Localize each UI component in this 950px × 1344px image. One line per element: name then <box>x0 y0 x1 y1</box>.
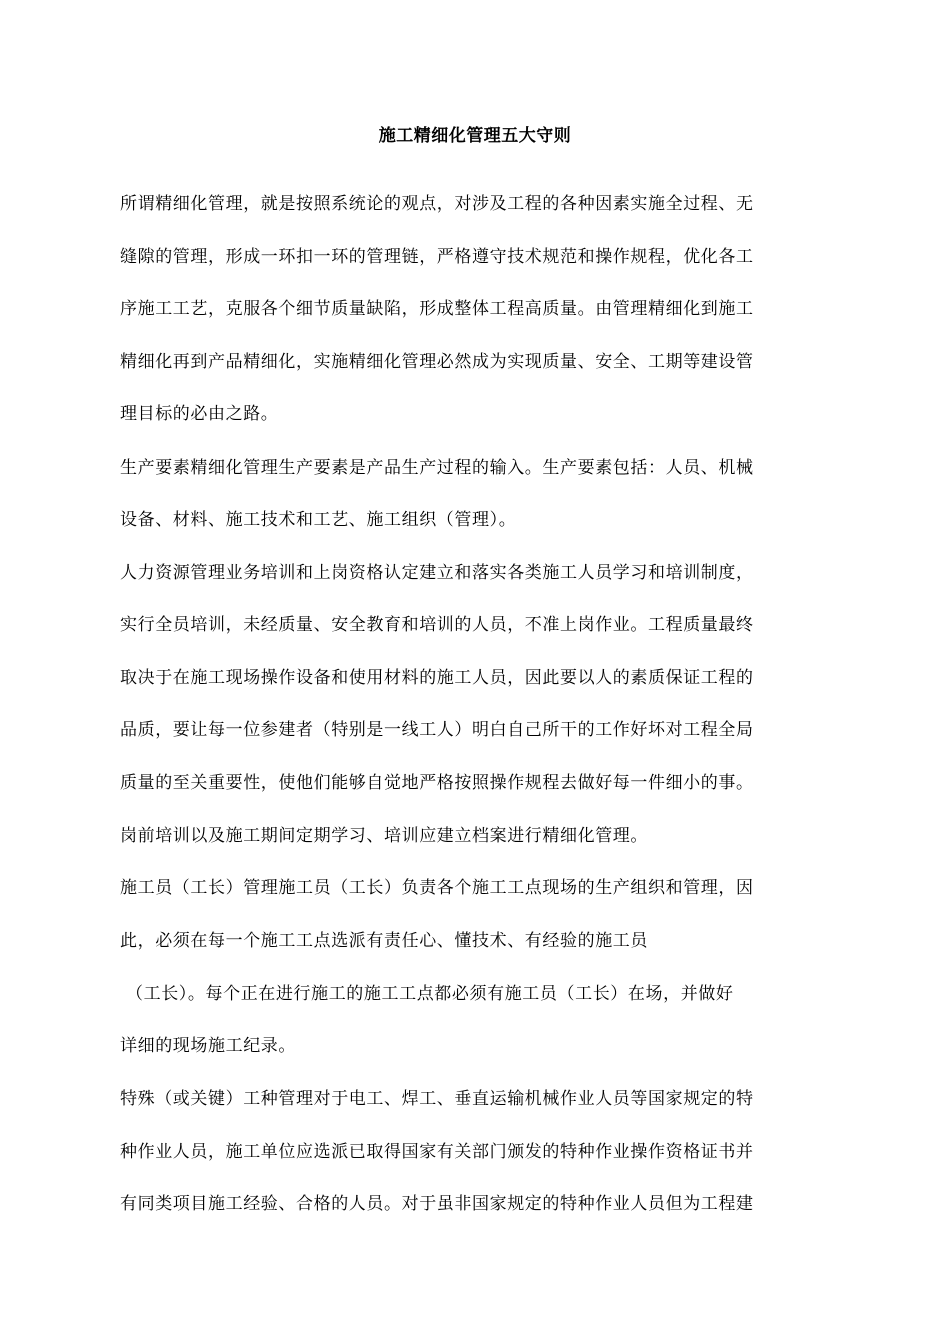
body-line: 种作业人员，施工单位应选派已取得国家有关部门颁发的特种作业操作资格证书并 <box>120 1142 754 1162</box>
body-line: 设备、材料、施工技术和工艺、施工组织（管理）。 <box>120 510 517 530</box>
body-line: （工长）。每个正在进行施工的施工工点都必须有施工员（工长）在场，并做好 <box>126 984 734 1004</box>
body-line: 品质，要让每一位参建者（特别是一线工人）明白自己所干的工作好坏对工程全局 <box>120 720 754 740</box>
body-line: 实行全员培训，未经质量、安全教育和培训的人员，不准上岗作业。工程质量最终 <box>120 615 754 635</box>
body-line: 施工员（工长）管理施工员（工长）负责各个施工工点现场的生产组织和管理，因 <box>120 878 754 898</box>
body-line: 详细的现场施工纪录。 <box>120 1036 296 1056</box>
body-line: 缝隙的管理，形成一环扣一环的管理链，严格遵守技术规范和操作规程，优化各工 <box>120 247 754 267</box>
body-line: 精细化再到产品精细化，实施精细化管理必然成为实现质量、安全、工期等建设管 <box>120 352 754 372</box>
body-line: 特殊（或关键）工种管理对于电工、焊工、垂直运输机械作业人员等国家规定的特 <box>120 1089 754 1109</box>
body-line: 人力资源管理业务培训和上岗资格认定建立和落实各类施工人员学习和培训制度， <box>120 563 754 583</box>
body-line: 理目标的必由之路。 <box>120 404 279 424</box>
body-line: 岗前培训以及施工期间定期学习、培训应建立档案进行精细化管理。 <box>120 826 648 846</box>
body-line: 所谓精细化管理，就是按照系统论的观点，对涉及工程的各种因素实施全过程、无 <box>120 194 754 214</box>
body-line: 质量的至关重要性，使他们能够自觉地严格按照操作规程去做好每一件细小的事。 <box>120 773 754 793</box>
body-line: 序施工工艺，克服各个细节质量缺陷，形成整体工程高质量。由管理精细化到施工 <box>120 299 754 319</box>
body-line: 生产要素精细化管理生产要素是产品生产过程的输入。生产要素包括：人员、机械 <box>120 458 754 478</box>
body-line: 此，必须在每一个施工工点选派有责任心、懂技术、有经验的施工员 <box>120 931 648 951</box>
body-line: 有同类项目施工经验、合格的人员。对于虽非国家规定的特种作业人员但为工程建 <box>120 1194 754 1214</box>
body-line: 取决于在施工现场操作设备和使用材料的施工人员，因此要以人的素质保证工程的 <box>120 668 754 688</box>
document-title: 施工精细化管理五大守则 <box>378 126 572 146</box>
